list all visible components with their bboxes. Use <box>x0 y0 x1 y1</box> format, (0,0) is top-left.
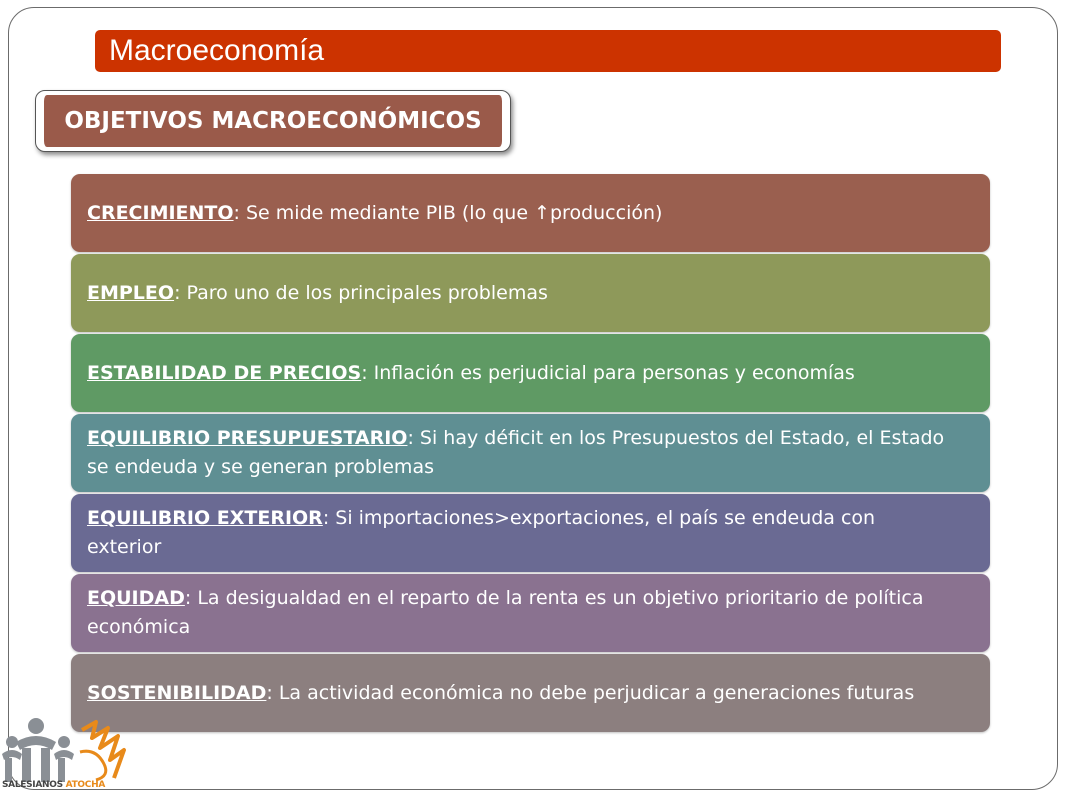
objective-item <box>71 334 990 412</box>
objective-item <box>71 254 990 332</box>
objective-item <box>71 574 990 652</box>
objective-text: : Inflación es perjudicial para personas y economías <box>361 361 855 384</box>
objective-text: : La actividad económica no debe perjudicar a generaciones futuras <box>266 681 915 704</box>
objective-text: : Se mide mediante PIB (lo que ↑producción) <box>233 201 663 224</box>
objective-text: : Si hay déficit en los Presupuestos del Estado, el Estado se endeuda y se generan problemas <box>87 427 945 478</box>
section-tag <box>35 90 511 152</box>
objective-item <box>71 494 990 572</box>
objective-item <box>71 414 990 492</box>
slide-title-bar <box>95 30 1001 72</box>
logo-wordmark: SALESIANOS ATOCHA <box>2 780 105 790</box>
objective-text: : Paro uno de los principales problemas <box>174 281 548 304</box>
objective-item <box>71 174 990 252</box>
objective-term: SOSTENIBILIDAD <box>87 681 267 704</box>
objective-term: EQUIDAD <box>87 587 185 609</box>
slide-title: Macroeconomía <box>109 34 325 67</box>
objective-term: CRECIMIENTO <box>87 201 234 224</box>
objectives-list <box>71 174 990 732</box>
objective-term: EMPLEO <box>87 281 175 304</box>
objective-term: EQUILIBRIO PRESUPUESTARIO <box>87 427 408 449</box>
objective-item <box>71 654 990 732</box>
objective-text: : Si importaciones>exportaciones, el país se endeuda con exterior <box>87 507 876 558</box>
objective-term: EQUILIBRIO EXTERIOR <box>87 507 323 529</box>
objective-term: ESTABILIDAD DE PRECIOS <box>87 361 362 384</box>
objective-text: : La desigualdad en el reparto de la renta es un objetivo prioritario de política económica <box>87 587 924 638</box>
section-title: OBJETIVOS MACROECONÓMICOS <box>41 95 505 147</box>
